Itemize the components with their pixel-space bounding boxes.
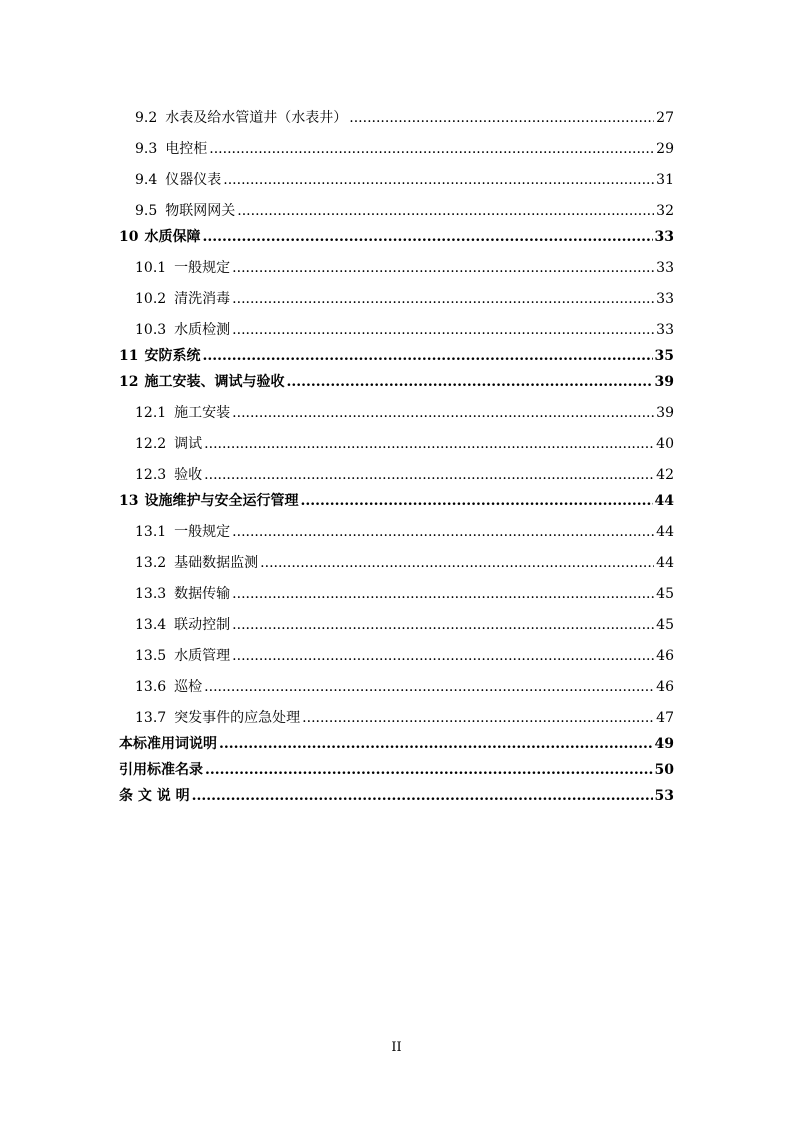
toc-entry-page: 44 bbox=[656, 555, 674, 571]
toc-chapter-number: 13 bbox=[119, 493, 139, 509]
toc-entry-number: 13.3 bbox=[135, 586, 167, 602]
toc-entry-12-3[interactable] bbox=[119, 453, 674, 484]
toc-entry-number: 9.2 bbox=[135, 110, 158, 126]
toc-entry-9-3[interactable] bbox=[119, 127, 674, 158]
toc-entry-13-6[interactable] bbox=[119, 665, 674, 696]
toc-entry-number: 10.3 bbox=[135, 322, 167, 338]
toc-entry-page: 42 bbox=[656, 467, 674, 483]
toc-entry-number: 13.5 bbox=[135, 648, 167, 664]
toc-entry-title: 水质检测 bbox=[174, 322, 231, 338]
toc-leader-dots bbox=[204, 435, 654, 453]
toc-entry-number: 9.5 bbox=[135, 203, 158, 219]
toc-chapter-page: 35 bbox=[654, 348, 674, 364]
toc-chapter-page: 53 bbox=[654, 788, 674, 804]
toc-entry-title: 水质管理 bbox=[174, 648, 231, 664]
toc-chapter-13[interactable] bbox=[119, 484, 674, 510]
toc-leader-dots bbox=[286, 373, 652, 391]
toc-entry-number: 13.6 bbox=[135, 679, 167, 695]
toc-entry-13-3[interactable] bbox=[119, 572, 674, 603]
toc-entry-page: 33 bbox=[656, 322, 674, 338]
table-of-contents bbox=[119, 96, 674, 805]
toc-leader-dots bbox=[232, 321, 654, 339]
toc-entry-number: 13.7 bbox=[135, 710, 167, 726]
toc-entry-title: 仪器仪表 bbox=[165, 172, 222, 188]
toc-chapter-title: 施工安装、调试与验收 bbox=[144, 374, 285, 390]
toc-standard-wording[interactable] bbox=[119, 727, 674, 753]
toc-leader-dots bbox=[209, 140, 654, 158]
toc-entry-9-2[interactable] bbox=[119, 96, 674, 127]
toc-entry-page: 32 bbox=[656, 203, 674, 219]
toc-leader-dots bbox=[192, 787, 653, 805]
toc-leader-dots bbox=[232, 290, 654, 308]
toc-entry-13-1[interactable] bbox=[119, 510, 674, 541]
toc-entry-title: 调试 bbox=[174, 436, 203, 452]
toc-entry-10-3[interactable] bbox=[119, 308, 674, 339]
toc-leader-dots bbox=[232, 259, 654, 277]
toc-chapter-title: 引用标准名录 bbox=[119, 762, 203, 778]
toc-entry-page: 31 bbox=[656, 172, 674, 188]
toc-entry-title: 巡检 bbox=[174, 679, 203, 695]
toc-entry-page: 45 bbox=[656, 617, 674, 633]
toc-entry-10-2[interactable] bbox=[119, 277, 674, 308]
toc-entry-page: 45 bbox=[656, 586, 674, 602]
toc-entry-title: 水表及给水管道井（水表井） bbox=[165, 110, 348, 126]
toc-chapter-title: 水质保障 bbox=[144, 229, 201, 245]
toc-leader-dots bbox=[202, 347, 652, 365]
toc-entry-number: 13.4 bbox=[135, 617, 167, 633]
toc-entry-page: 47 bbox=[656, 710, 674, 726]
toc-leader-dots bbox=[205, 761, 653, 779]
toc-chapter-11[interactable] bbox=[119, 339, 674, 365]
toc-entry-title: 物联网网关 bbox=[165, 203, 236, 219]
toc-entry-title: 清洗消毒 bbox=[174, 291, 231, 307]
toc-leader-dots bbox=[202, 228, 652, 246]
toc-entry-title: 验收 bbox=[174, 467, 203, 483]
toc-entry-title: 电控柜 bbox=[165, 141, 208, 157]
toc-entry-number: 13.1 bbox=[135, 524, 167, 540]
toc-entry-page: 46 bbox=[656, 648, 674, 664]
toc-leader-dots bbox=[204, 678, 654, 696]
toc-chapter-title: 条 文 说 明 bbox=[119, 788, 190, 804]
toc-entry-page: 39 bbox=[656, 405, 674, 421]
toc-chapter-page: 39 bbox=[654, 374, 674, 390]
toc-entry-number: 12.3 bbox=[135, 467, 167, 483]
toc-entry-page: 29 bbox=[656, 141, 674, 157]
toc-leader-dots bbox=[260, 554, 654, 572]
toc-leader-dots bbox=[232, 616, 654, 634]
toc-entry-page: 27 bbox=[656, 110, 674, 126]
toc-leader-dots bbox=[237, 202, 654, 220]
toc-entry-title: 联动控制 bbox=[174, 617, 231, 633]
toc-entry-number: 12.1 bbox=[135, 405, 167, 421]
toc-leader-dots bbox=[219, 735, 653, 753]
toc-entry-page: 33 bbox=[656, 260, 674, 276]
toc-leader-dots bbox=[232, 647, 654, 665]
toc-leader-dots bbox=[232, 404, 654, 422]
page-number: II bbox=[391, 1040, 402, 1055]
toc-leader-dots bbox=[232, 523, 654, 541]
toc-chapter-title: 设施维护与安全运行管理 bbox=[144, 493, 299, 509]
toc-entry-title: 数据传输 bbox=[174, 586, 231, 602]
toc-chapter-title: 本标准用词说明 bbox=[119, 736, 217, 752]
toc-entry-page: 40 bbox=[656, 436, 674, 452]
toc-leader-dots bbox=[204, 466, 654, 484]
toc-entry-13-4[interactable] bbox=[119, 603, 674, 634]
toc-explanation-of-provisions[interactable] bbox=[119, 779, 674, 805]
toc-entry-10-1[interactable] bbox=[119, 246, 674, 277]
toc-chapter-12[interactable] bbox=[119, 365, 674, 391]
toc-entry-13-2[interactable] bbox=[119, 541, 674, 572]
toc-entry-title: 一般规定 bbox=[174, 260, 231, 276]
toc-entry-number: 9.4 bbox=[135, 172, 158, 188]
toc-entry-title: 施工安装 bbox=[174, 405, 231, 421]
toc-chapter-number: 11 bbox=[119, 348, 139, 364]
toc-entry-title: 突发事件的应急处理 bbox=[174, 710, 301, 726]
toc-entry-12-1[interactable] bbox=[119, 391, 674, 422]
toc-entry-13-5[interactable] bbox=[119, 634, 674, 665]
toc-chapter-number: 12 bbox=[119, 374, 139, 390]
toc-entry-number: 10.1 bbox=[135, 260, 167, 276]
toc-chapter-10[interactable] bbox=[119, 220, 674, 246]
toc-entry-12-2[interactable] bbox=[119, 422, 674, 453]
toc-entry-13-7[interactable] bbox=[119, 696, 674, 727]
toc-leader-dots bbox=[300, 492, 652, 510]
toc-entry-number: 9.3 bbox=[135, 141, 158, 157]
toc-chapter-page: 49 bbox=[654, 736, 674, 752]
toc-entry-number: 10.2 bbox=[135, 291, 167, 307]
toc-leader-dots bbox=[223, 171, 654, 189]
toc-entry-title: 基础数据监测 bbox=[174, 555, 259, 571]
toc-leader-dots bbox=[302, 709, 654, 727]
toc-chapter-page: 50 bbox=[654, 762, 674, 778]
toc-entry-number: 13.2 bbox=[135, 555, 167, 571]
toc-chapter-page: 33 bbox=[654, 229, 674, 245]
toc-leader-dots bbox=[349, 109, 654, 127]
toc-referenced-standards[interactable] bbox=[119, 753, 674, 779]
toc-entry-page: 44 bbox=[656, 524, 674, 540]
toc-chapter-number: 10 bbox=[119, 229, 139, 245]
toc-entry-9-5[interactable] bbox=[119, 189, 674, 220]
toc-entry-page: 46 bbox=[656, 679, 674, 695]
toc-chapter-title: 安防系统 bbox=[144, 348, 201, 364]
toc-entry-number: 12.2 bbox=[135, 436, 167, 452]
toc-entry-page: 33 bbox=[656, 291, 674, 307]
toc-chapter-page: 44 bbox=[654, 493, 674, 509]
toc-entry-9-4[interactable] bbox=[119, 158, 674, 189]
toc-entry-title: 一般规定 bbox=[174, 524, 231, 540]
toc-leader-dots bbox=[232, 585, 654, 603]
